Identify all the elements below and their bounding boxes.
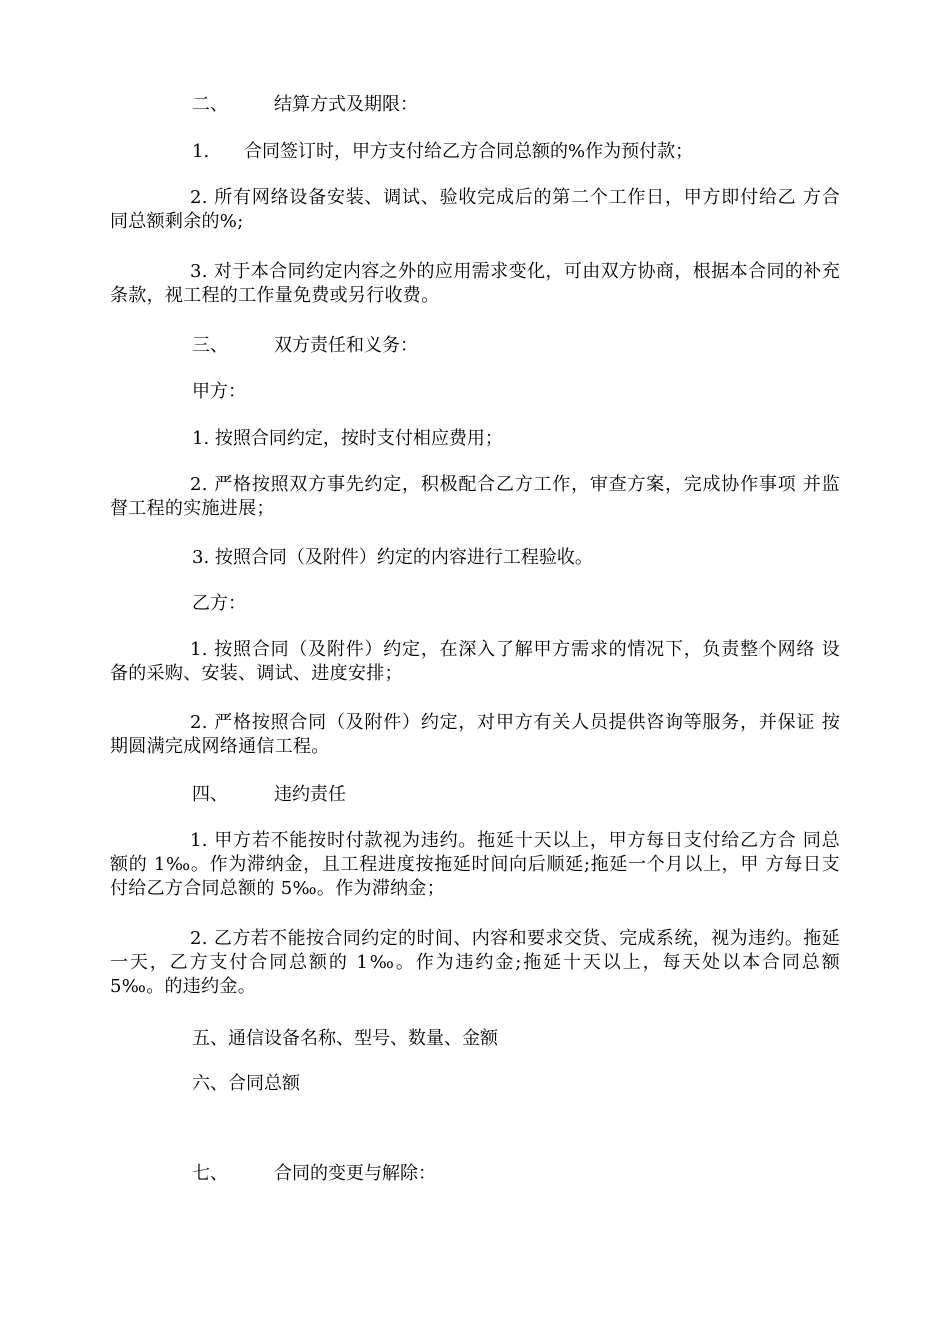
section-7-heading	[192, 1162, 436, 1186]
party-a-item-1: 1. 按照合同约定，按时支付相应费用；	[192, 428, 503, 449]
party-b-label: 乙方：	[192, 593, 246, 614]
section-2-heading	[192, 93, 418, 117]
section-7-number: 七、	[192, 1163, 228, 1184]
s4-item-2: 2. 乙方若不能按合同约定的时间、内容和要求交货、完成系统，视为违约。拖延一天，乙方支付合同总额的 1‰。作为违约金;拖延十天以上，每天处以本合同总额 5‰。的违约金。	[110, 928, 840, 997]
s2-item-2: 2. 所有网络设备安装、调试、验收完成后的第二个工作日，甲方即付给乙 方合同总额剩余的%;	[110, 187, 840, 232]
party-a-item-2: 2. 严格按照双方事先约定，积极配合乙方工作，审查方案，完成协作事项 并监督工程的实施进展；	[110, 474, 840, 519]
section-4-title: 违约责任	[274, 784, 346, 805]
section-5-heading: 五、通信设备名称、型号、数量、金额	[192, 1028, 498, 1049]
section-3-title: 双方责任和义务：	[274, 335, 418, 356]
s2-item-1	[192, 140, 693, 164]
section-3-heading	[192, 334, 418, 358]
section-4-number: 四、	[192, 784, 228, 805]
section-2-number: 二、	[192, 94, 228, 115]
section-6-heading: 六、合同总额	[192, 1073, 300, 1094]
s2-item-3: 3. 对于本合同约定内容之外的应用需求变化，可由双方协商，根据本合同的补充条款，视工程的工作量免费或另行收费。	[110, 261, 840, 306]
section-4-heading	[192, 783, 346, 807]
party-a-label: 甲方：	[192, 381, 246, 402]
s2-item-1-number: 1.	[192, 141, 210, 162]
party-b-item-2: 2. 严格按照合同（及附件）约定，对甲方有关人员提供咨询等服务，并保证 按期圆满完成网络通信工程。	[110, 712, 840, 757]
s2-item-1-text: 合同签订时，甲方支付给乙方合同总额的%作为预付款；	[244, 141, 694, 162]
party-b-item-1: 1. 按照合同（及附件）约定，在深入了解甲方需求的情况下，负责整个网络 设备的采购、安装、调试、进度安排；	[110, 639, 840, 684]
party-a-item-3: 3. 按照合同（及附件）约定的内容进行工程验收。	[192, 547, 593, 568]
section-7-title: 合同的变更与解除：	[274, 1163, 436, 1184]
section-2-title: 结算方式及期限：	[274, 94, 418, 115]
section-3-number: 三、	[192, 335, 228, 356]
s4-item-1: 1. 甲方若不能按时付款视为违约。拖延十天以上，甲方每日支付给乙方合 同总额的 1‰。作为滞纳金，且工程进度按拖延时间向后顺延;拖延一个月以上，甲 方每日支付给乙方合同总额的 5‰。作为滞纳金；	[110, 830, 840, 899]
